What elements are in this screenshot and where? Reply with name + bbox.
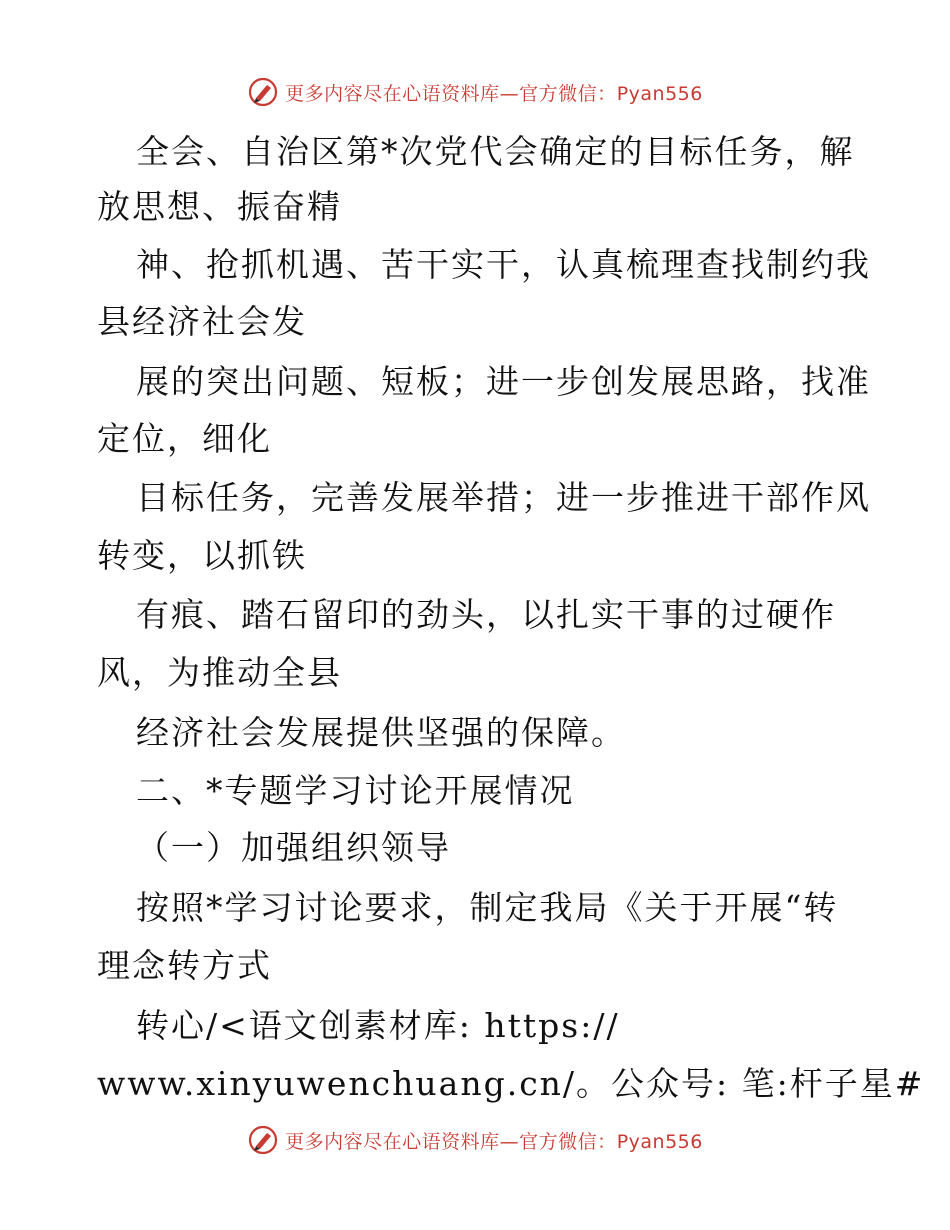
paragraph-line: 转心/<语文创素材库: https:// bbox=[136, 1006, 620, 1045]
watermark-slogan: 更多内容尽在心语资料库 bbox=[285, 82, 500, 105]
pen-logo-icon bbox=[247, 76, 279, 108]
paragraph-line: www.xinyuwenchuang.cn/。公众号: 笔:杆子星# bbox=[97, 1064, 925, 1103]
paragraph-line: 神、抢抓机遇、苦干实干，认真梳理查找制约我 bbox=[136, 245, 871, 284]
paragraph-line: 展的突出问题、短板；进一步创发展思路，找准 bbox=[136, 362, 871, 401]
watermark-text bbox=[285, 1127, 703, 1154]
watermark-footer bbox=[0, 1120, 950, 1160]
paragraph-line: 定位，细化 bbox=[97, 419, 272, 458]
paragraph-line: 转变，以抓铁 bbox=[97, 536, 307, 575]
paragraph-line: 理念转方式 bbox=[97, 946, 272, 985]
watermark-wechat-id: Pyan556 bbox=[616, 82, 703, 105]
watermark-official-label: 官方微信： bbox=[519, 1130, 617, 1153]
watermark-wechat-id: Pyan556 bbox=[616, 1130, 703, 1153]
watermark-dash: — bbox=[499, 82, 520, 105]
paragraph-line: 按照*学习讨论要求，制定我局《关于开展“转 bbox=[136, 888, 839, 927]
watermark-slogan: 更多内容尽在心语资料库 bbox=[285, 1130, 500, 1153]
watermark-text bbox=[285, 79, 703, 106]
paragraph-line: 放思想、振奋精 bbox=[97, 187, 342, 226]
watermark-header bbox=[0, 72, 950, 112]
paragraph-line: 有痕、踏石留印的劲头，以扎实干事的过硬作 bbox=[136, 595, 836, 634]
paragraph-line: 县经济社会发 bbox=[97, 302, 307, 341]
watermark-official-label: 官方微信： bbox=[519, 82, 617, 105]
subsection-heading: （一）加强组织领导 bbox=[136, 828, 451, 867]
paragraph-line: 风，为推动全县 bbox=[97, 653, 342, 692]
paragraph-line: 经济社会发展提供坚强的保障。 bbox=[136, 713, 626, 752]
watermark-dash: — bbox=[499, 1130, 520, 1153]
paragraph-line: 目标任务，完善发展举措；进一步推进干部作风 bbox=[136, 478, 871, 517]
pen-logo-icon bbox=[247, 1124, 279, 1156]
paragraph-line: 全会、自治区第*次党代会确定的目标任务，解 bbox=[136, 132, 855, 171]
section-heading: 二、*专题学习讨论开展情况 bbox=[136, 771, 575, 810]
